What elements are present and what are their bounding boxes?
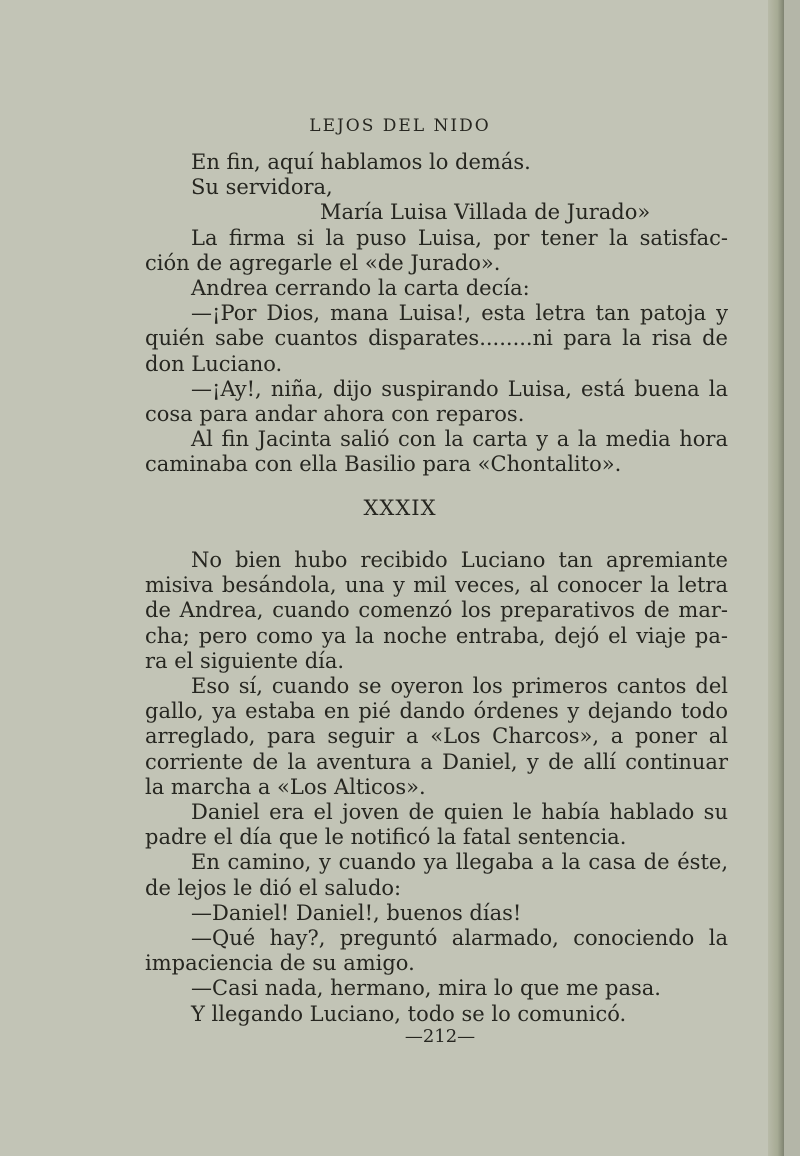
page-edge [768,0,784,1156]
text-line: Al fin Jacinta salió con la carta y a la media hora [191,427,728,452]
running-header: LEJOS DEL NIDO [309,116,491,136]
text-line: don Luciano. [145,351,283,376]
text-line: No bien hubo recibido Luciano tan apremiante [191,548,728,572]
page-number: —212— [404,1026,476,1047]
text-line: la marcha a «Los Alticos». [145,774,426,799]
text-block-bottom [145,548,728,1027]
text-line: En fin, aquí hablamos lo demás. [191,150,531,174]
text-line: misiva besándola, una y mil veces, al conocer la letra [145,573,728,598]
text-line: de lejos le dió el saludo: [145,875,402,900]
text-line: La firma si la puso Luisa, por tener la satisfac- [191,225,728,250]
text-line: de Andrea, cuando comenzó los preparativos de mar- [145,598,728,623]
text-line: —Casi nada, hermano, mira lo que me pasa. [191,976,661,1001]
text-line: gallo, ya estaba en pié dando órdenes y dejando todo [145,699,728,724]
text-line: Daniel era el joven de quien le había hablado su [191,800,728,825]
text-block-top [145,150,728,478]
text-line: —¡Por Dios, mana Luisa!, esta letra tan patoja y [191,301,728,326]
text-line: —Qué hay?, preguntó alarmado, conociendo la [191,926,728,951]
text-line: quién sabe cuantos disparates........ni para la risa de [145,326,728,351]
signature-line: María Luisa Villada de Jurado» [320,200,651,225]
text-line: En camino, y cuando ya llegaba a la casa de éste, [191,850,728,875]
text-line: cosa para andar ahora con reparos. [145,402,525,427]
text-line: —Daniel! Daniel!, buenos días! [191,900,522,925]
text-line: corriente de la aventura a Daniel, y de allí continuar [145,749,728,774]
text-line: ra el siguiente día. [145,648,345,673]
text-line: padre el día que le notificó la fatal sentencia. [145,825,627,850]
text-line: cha; pero como ya la noche entraba, dejó el viaje pa- [145,623,728,648]
text-line: Eso sí, cuando se oyeron los primeros cantos del [191,674,728,699]
text-line: Andrea cerrando la carta decía: [191,276,530,301]
text-line: —¡Ay!, niña, dijo suspirando Luisa, está buena la [191,376,728,401]
chapter-heading: XXXIX [363,496,437,520]
text-line: arreglado, para seguir a «Los Charcos», a poner al [145,724,728,749]
text-line: Su servidora, [191,175,333,200]
text-line: caminaba con ella Basilio para «Chontalito». [145,452,622,477]
text-line: Y llegando Luciano, todo se lo comunicó. [191,1001,627,1026]
text-line: impaciencia de su amigo. [145,951,415,976]
text-line: ción de agregarle el «de Jurado». [145,250,501,275]
